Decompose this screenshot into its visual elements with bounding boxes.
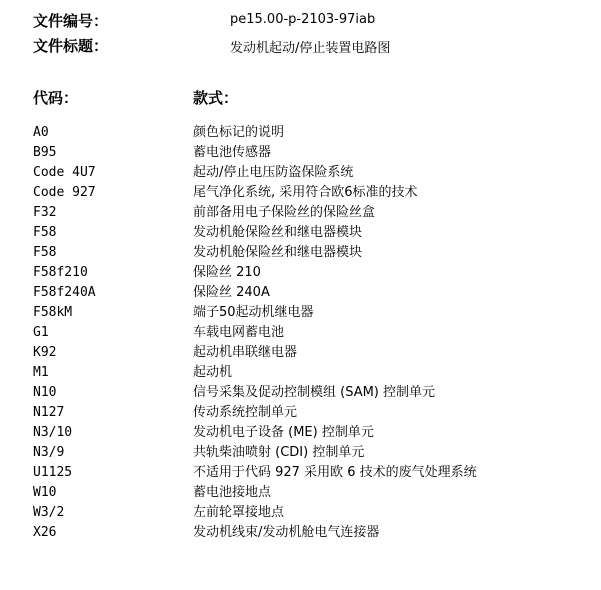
component-description: 起动/停止电压防盗保险系统: [193, 165, 354, 180]
component-description: 前部备用电子保险丝的保险丝盒: [193, 205, 376, 220]
component-description: 尾气净化系统, 采用符合欧6标准的技术: [193, 185, 418, 200]
component-code: F58: [33, 225, 57, 240]
table-row: [33, 183, 593, 203]
document-number-value: pe15.00-p-2103-97iab: [230, 12, 376, 27]
component-code: G1: [33, 325, 49, 340]
component-description: 端子50起动机继电器: [193, 305, 314, 320]
component-code: B95: [33, 145, 57, 160]
table-row: [33, 283, 593, 303]
component-description: 保险丝 210: [193, 265, 261, 280]
component-list: [33, 123, 593, 543]
component-code: W3/2: [33, 505, 65, 520]
document-title-row: [33, 35, 593, 55]
document-number-row: [33, 10, 593, 30]
component-description: 起动机: [193, 365, 233, 380]
document-number-label: 文件编号：: [33, 12, 109, 30]
table-row: [33, 483, 593, 503]
table-row: [33, 123, 593, 143]
component-code: F58f210: [33, 265, 88, 280]
document-title-label: 文件标题：: [33, 37, 109, 55]
table-row: [33, 423, 593, 443]
table-row: [33, 203, 593, 223]
table-row: [33, 263, 593, 283]
component-description: 发动机舱保险丝和继电器模块: [193, 225, 363, 240]
table-row: [33, 243, 593, 263]
component-description: 颜色标记的说明: [193, 125, 285, 140]
component-code: A0: [33, 125, 49, 140]
component-description: 左前轮罩接地点: [193, 505, 285, 520]
component-description: 共轨柴油喷射 (CDI) 控制单元: [193, 445, 365, 460]
component-description: 发动机舱保险丝和继电器模块: [193, 245, 363, 260]
component-code: M1: [33, 365, 49, 380]
table-row: [33, 463, 593, 483]
table-row: [33, 523, 593, 543]
component-description: 传动系统控制单元: [193, 405, 298, 420]
component-description: 车载电网蓄电池: [193, 325, 285, 340]
document-title-value: 发动机起动/停止装置电路图: [230, 41, 391, 56]
component-code: Code 927: [33, 185, 96, 200]
component-code: N3/9: [33, 445, 65, 460]
component-description: 发动机线束/发动机舱电气连接器: [193, 525, 380, 540]
component-code: X26: [33, 525, 57, 540]
component-description: 发动机电子设备 (ME) 控制单元: [193, 425, 374, 440]
component-description: 信号采集及促动控制模组 (SAM) 控制单元: [193, 385, 436, 400]
component-code: F58kM: [33, 305, 73, 320]
component-code: Code 4U7: [33, 165, 96, 180]
component-code: F58: [33, 245, 57, 260]
component-code: N127: [33, 405, 65, 420]
table-row: [33, 223, 593, 243]
component-code: N10: [33, 385, 57, 400]
component-code: K92: [33, 345, 57, 360]
component-description: 不适用于代码 927 采用欧 6 技术的废气处理系统: [193, 465, 477, 480]
component-code: F32: [33, 205, 57, 220]
table-row: [33, 443, 593, 463]
component-description: 蓄电池接地点: [193, 485, 272, 500]
table-row: [33, 383, 593, 403]
table-row: [33, 143, 593, 163]
table-row: [33, 403, 593, 423]
code-column-header: 代码：: [33, 89, 79, 107]
component-code: F58f240A: [33, 285, 96, 300]
description-column-header: 款式：: [193, 89, 239, 107]
table-row: [33, 323, 593, 343]
table-row: [33, 503, 593, 523]
component-description: 保险丝 240A: [193, 285, 270, 300]
table-row: [33, 343, 593, 363]
table-row: [33, 303, 593, 323]
table-row: [33, 163, 593, 183]
component-code: N3/10: [33, 425, 73, 440]
table-row: [33, 363, 593, 383]
component-code: U1125: [33, 465, 73, 480]
component-description: 起动机串联继电器: [193, 345, 298, 360]
component-code: W10: [33, 485, 57, 500]
table-header: [33, 87, 593, 109]
component-description: 蓄电池传感器: [193, 145, 272, 160]
